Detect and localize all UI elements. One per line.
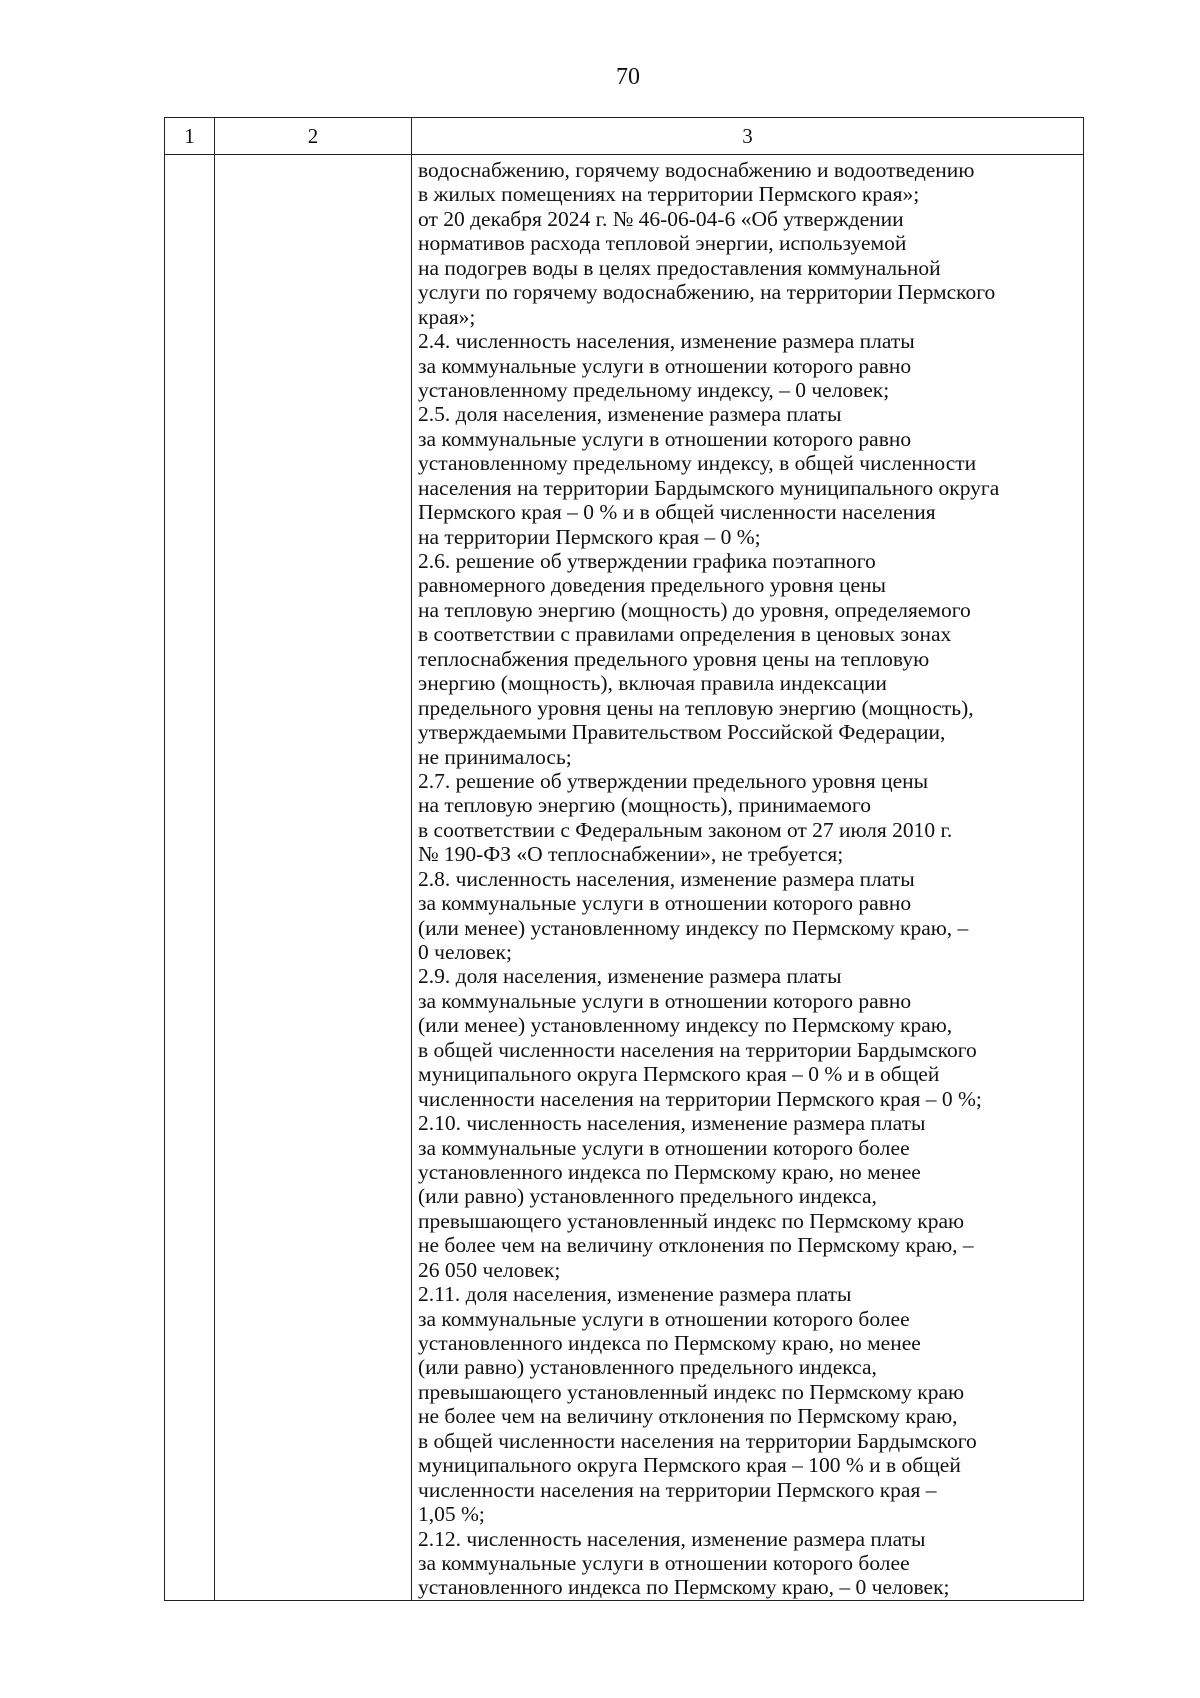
text-line: не более чем на величину отклонения по Пермскому краю, xyxy=(418,1404,958,1429)
text-line: за коммунальные услуги в отношении которого более xyxy=(418,1135,910,1160)
text-line: 26 050 человек; xyxy=(418,1257,561,1282)
text-line: 2.9. доля населения, изменение размера платы xyxy=(418,964,842,989)
text-line: за коммунальные услуги в отношении которого более xyxy=(418,1550,910,1575)
text-line: за коммунальные услуги в отношении которого равно xyxy=(418,988,912,1013)
text-line: населения на территории Бардымского муниципального округа xyxy=(418,475,1000,500)
text-line: в общей численности населения на территории Бардымского xyxy=(418,1428,977,1453)
text-line: 2.11. доля населения, изменение размера платы xyxy=(418,1282,852,1307)
text-line: 1,05 %; xyxy=(418,1502,485,1527)
text-line: № 190-ФЗ «О теплоснабжении», не требуется; xyxy=(418,842,844,867)
text-line: (или равно) установленного предельного индекса, xyxy=(418,1184,877,1209)
column-2-cell xyxy=(215,155,412,1601)
text-line: теплоснабжения предельного уровня цены на тепловую xyxy=(418,646,930,671)
text-line: численности населения на территории Пермского края – xyxy=(418,1477,937,1502)
text-line: 2.5. доля населения, изменение размера платы xyxy=(418,402,842,427)
document-table xyxy=(164,117,1084,1601)
text-line: превышающего установленный индекс по Пермскому краю xyxy=(418,1208,965,1233)
text-line: на территории Пермского края – 0 %; xyxy=(418,524,761,549)
text-line: муниципального округа Пермского края – 0 % и в общей xyxy=(418,1062,940,1087)
text-line: муниципального округа Пермского края – 100 % и в общей xyxy=(418,1453,961,1478)
text-line: 2.10. численность населения, изменение размера платы xyxy=(418,1111,926,1136)
text-line: 0 человек; xyxy=(418,940,512,964)
text-line: в соответствии с Федеральным законом от 27 июля 2010 г. xyxy=(418,817,953,842)
text-line: за коммунальные услуги в отношении которого более xyxy=(418,1306,910,1331)
text-line: 2.7. решение об утверждении предельного уровня цены xyxy=(418,768,929,793)
text-line: установленному предельному индексу, в общей численности xyxy=(418,451,977,476)
text-line: установленного индекса по Пермскому краю, – 0 человек; xyxy=(418,1575,950,1600)
text-line: за коммунальные услуги в отношении которого равно xyxy=(418,891,912,916)
text-line: услуги по горячему водоснабжению, на территории Пермского xyxy=(418,280,996,305)
text-line: в жилых помещениях на территории Пермского края»; xyxy=(418,182,920,207)
text-line: превышающего установленный индекс по Пермскому краю xyxy=(418,1379,965,1404)
text-line: (или менее) установленному индексу по Пермскому краю, – xyxy=(418,915,969,940)
text-line: 2.4. численность населения, изменение размера платы xyxy=(418,329,915,354)
text-line: (или равно) установленного предельного индекса, xyxy=(418,1355,877,1380)
column-header-1: 1 xyxy=(165,118,215,155)
text-line: 2.8. численность населения, изменение размера платы xyxy=(418,866,915,891)
text-line: численности населения на территории Пермского края – 0 %; xyxy=(418,1086,982,1111)
column-1-cell xyxy=(165,155,215,1601)
table-row xyxy=(165,155,1084,1601)
table-header-row xyxy=(165,118,1084,155)
text-line: установленного индекса по Пермскому краю, но менее xyxy=(418,1159,921,1184)
text-line: на подогрев воды в целях предоставления коммунальной xyxy=(418,255,941,280)
text-line: нормативов расхода тепловой энергии, используемой xyxy=(418,231,907,256)
text-line: (или менее) установленному индексу по Пермскому краю, xyxy=(418,1013,953,1038)
text-line: на тепловую энергию (мощность) до уровня, определяемого xyxy=(418,597,971,622)
text-line: 2.6. решение об утверждении графика поэтапного xyxy=(418,549,876,573)
text-line: водоснабжению, горячему водоснабжению и водоотведению xyxy=(418,158,975,182)
text-line: равномерного доведения предельного уровня цены xyxy=(418,573,886,598)
column-3-text xyxy=(418,158,1079,1600)
text-line: 2.12. численность населения, изменение размера платы xyxy=(418,1526,926,1551)
text-line: не принималось; xyxy=(418,744,572,769)
text-line: предельного уровня цены на тепловую энергию (мощность), xyxy=(418,695,974,720)
text-line: за коммунальные услуги в отношении которого равно xyxy=(418,353,912,378)
page-number: 70 xyxy=(616,64,640,90)
text-line: утверждаемыми Правительством Российской Федерации, xyxy=(418,720,946,745)
column-3-cell xyxy=(412,155,1084,1601)
column-header-2: 2 xyxy=(215,118,412,155)
text-line: энергию (мощность), включая правила индексации xyxy=(418,671,887,696)
text-line: Пермского края – 0 % и в общей численности населения xyxy=(418,500,936,525)
text-line: от 20 декабря 2024 г. № 46-06-04-6 «Об утверждении xyxy=(418,206,904,231)
text-line: края»; xyxy=(418,304,476,329)
text-line: в соответствии с правилами определения в ценовых зонах xyxy=(418,622,952,647)
text-line: установленного индекса по Пермскому краю, но менее xyxy=(418,1331,921,1355)
text-line: установленному предельному индексу, – 0 человек; xyxy=(418,377,890,402)
text-line: в общей численности населения на территории Бардымского xyxy=(418,1037,977,1062)
text-line: за коммунальные услуги в отношении которого равно xyxy=(418,426,912,451)
column-header-3: 3 xyxy=(412,118,1084,155)
text-line: на тепловую энергию (мощность), принимаемого xyxy=(418,793,871,818)
text-line: не более чем на величину отклонения по Пермскому краю, – xyxy=(418,1233,974,1258)
